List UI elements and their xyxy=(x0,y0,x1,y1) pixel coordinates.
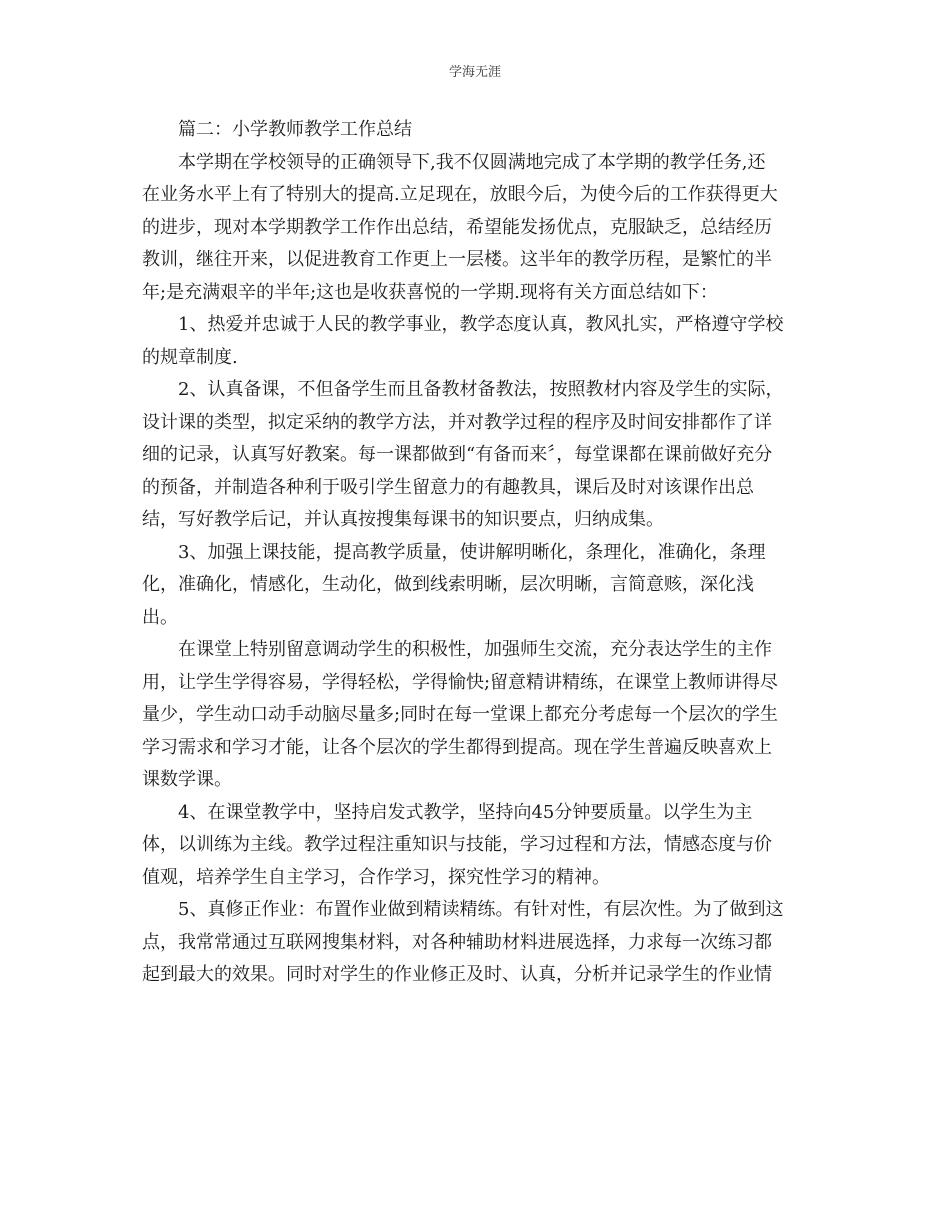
paragraph-intro xyxy=(142,147,810,310)
paragraph-line: 学习需求和学习才能，让各个层次的学生都得到提高。现在学生普遍反映喜欢上 xyxy=(142,736,772,758)
paragraph-line: 体，以训练为主线。教学过程注重知识与技能，学习过程和方法，情感态度与价 xyxy=(142,834,772,855)
paragraph-point-1 xyxy=(142,309,810,374)
paragraph-line: 的进步，现对本学期教学工作作出总结，希望能发扬优点，克服缺乏，总结经历 xyxy=(142,216,772,238)
paragraph-line: 5、真修正作业：布置作业做到精读精练。有针对性，有层次性。为了做到这 xyxy=(178,899,784,920)
paragraph-line: 设计课的类型，拟定采纳的教学方法，并对教学过程的程序及时间安排都作了详 xyxy=(142,411,772,433)
paragraph-line: 1、热爱并忠诚于人民的教学事业，教学态度认真，教风扎实，严格遵守学校 xyxy=(178,314,784,335)
paragraph-line: 的规章制度. xyxy=(142,346,238,368)
paragraph-line: 4、在课堂教学中，坚持启发式教学，坚持向45分钟要质量。以学生为主 xyxy=(178,801,753,823)
paragraph-line: 的预备，并制造各种利于吸引学生留意力的有趣教具，课后及时对该课作出总 xyxy=(142,476,754,498)
document-title: 篇二：小学教师教学工作总结 xyxy=(178,119,412,140)
paragraph-line: 在课堂上特别留意调动学生的积极性，加强师生交流，充分表达学生的主作 xyxy=(178,639,772,660)
paragraph-line: 2、认真备课，不但备学生而且备教材备教法，按照教材内容及学生的实际， xyxy=(178,379,784,400)
paragraph-line: 出。 xyxy=(142,606,178,628)
page-header-watermark: 学海无涯 xyxy=(448,65,501,80)
paragraph-point-3 xyxy=(142,537,810,635)
paragraph-point-5 xyxy=(142,894,810,992)
paragraph-line: 起到最大的效果。同时对学生的作业修正及时、认真，分析并记录学生的作业情 xyxy=(142,964,772,985)
paragraph-line: 细的记录，认真写好教案。每一课都做到“有备而来〞，每堂课都在课前做好充分 xyxy=(142,444,773,465)
paragraph-line: 结，写好教学后记，并认真按搜集每课书的知识要点，归纳成集。 xyxy=(142,509,664,530)
paragraph-point-4 xyxy=(142,797,810,895)
document-body xyxy=(142,114,810,992)
paragraph-line: 在业务水平上有了特别大的提高.立足现在，放眼今后，为使今后的工作获得更大 xyxy=(142,184,778,205)
paragraph-point-2 xyxy=(142,374,810,537)
paragraph-line: 教训，继往开来，以促进教育工作更上一层楼。这半年的教学历程，是繁忙的半 xyxy=(142,249,772,270)
paragraph-line: 量少，学生动口动手动脑尽量多;同时在每一堂课上都充分考虑每一个层次的学生 xyxy=(142,704,779,725)
paragraph-line: 化，准确化，情感化，生动化，做到线索明晰，层次明晰，言简意赅，深化浅 xyxy=(142,574,754,595)
paragraph-line: 3、加强上课技能，提高教学质量，使讲解明晰化，条理化，准确化，条理 xyxy=(178,541,766,563)
paragraph-line: 用，让学生学得容易，学得轻松，学得愉快;留意精讲精练，在课堂上教师讲得尽 xyxy=(142,671,779,693)
paragraph-classroom xyxy=(142,634,810,797)
paragraph-line: 课数学课。 xyxy=(142,769,232,790)
paragraph-line: 本学期在学校领导的正确领导下,我不仅圆满地完成了本学期的教学任务,还 xyxy=(178,151,766,173)
paragraph-line: 点，我常常通过互联网搜集材料，对各种辅助材料进展选择，力求每一次练习都 xyxy=(142,931,772,953)
paragraph-line: 值观，培养学生自主学习，合作学习，探究性学习的精神。 xyxy=(142,866,610,888)
paragraph-line: 年;是充满艰辛的半年;这也是收获喜悦的一学期.现将有关方面总结如下： xyxy=(142,281,718,303)
